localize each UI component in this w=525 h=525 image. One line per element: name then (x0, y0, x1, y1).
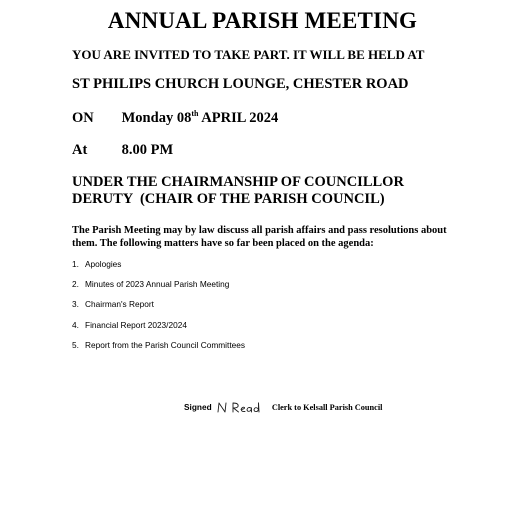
agenda-item-number: 3. (72, 299, 79, 310)
agenda-item (72, 258, 245, 278)
agenda-item (72, 278, 245, 298)
venue-line: ST PHILIPS CHURCH LOUNGE, CHESTER ROAD (72, 76, 409, 92)
agenda-item-text: Financial Report 2023/2024 (85, 319, 187, 330)
agenda-item-text: Chairman's Report (85, 299, 154, 310)
agenda-list (72, 258, 245, 359)
chair-line-1: UNDER THE CHAIRMANSHIP OF COUNCILLOR (72, 174, 404, 190)
chair-line-2: DERUTY (CHAIR OF THE PARISH COUNCIL) (72, 191, 385, 207)
date-row (72, 109, 278, 127)
agenda-item-text: Apologies (85, 259, 122, 269)
time-value: 8.00 PM (121, 142, 174, 158)
agenda-item-number: 4. (72, 319, 79, 330)
invitation-line: YOU ARE INVITED TO TAKE PART. IT WILL BE HELD AT (72, 47, 425, 62)
date-ordinal: th (191, 109, 199, 118)
time-row (72, 142, 173, 159)
agenda-item-text: Report from the Parish Council Committees (85, 339, 246, 350)
intro-paragraph: The Parish Meeting may by law discuss all parish affairs and pass resolutions about them. The following matters have so far been placed on the agenda: (72, 225, 447, 249)
agenda-item-text: Minutes of 2023 Annual Parish Meeting (85, 279, 230, 290)
clerk-title: Clerk to Kelsall Parish Council (271, 403, 383, 412)
agenda-item (72, 339, 245, 359)
chair-statement (72, 174, 432, 208)
handwritten-signature (216, 400, 268, 414)
date-month-year: APRIL 2024 (198, 110, 279, 126)
agenda-item-number: 5. (72, 339, 79, 350)
signature-line (184, 400, 382, 414)
agenda-item-number: 1. (72, 259, 79, 269)
agenda-item-number: 2. (72, 279, 79, 290)
date-label: ON (72, 110, 94, 126)
agenda-item (72, 298, 245, 318)
agenda-item (72, 319, 245, 339)
date-day: Monday 08 (121, 110, 192, 126)
page-title: ANNUAL PARISH MEETING (107, 8, 418, 33)
signed-label: Signed (184, 402, 212, 412)
time-label: At (72, 142, 88, 158)
